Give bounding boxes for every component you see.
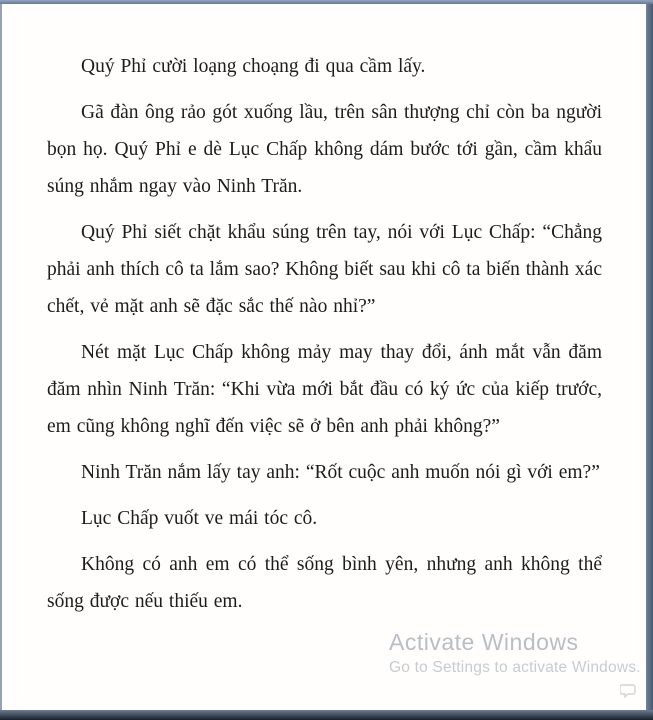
paragraph: Gã đàn ông rảo gót xuống lầu, trên sân thượng chỉ còn ba người bọn họ. Quý Phỉ e dè Lục Chấp không dám bước tới gần, cầm khẩu súng nhắm ngay vào Ninh Trăn. [47,102,602,197]
document-page [2,4,646,710]
paragraph: Nét mặt Lục Chấp không mảy may thay đổi, ánh mắt vẫn đăm đăm nhìn Ninh Trăn: “Khi vừa mới bắt đầu có ký ức của kiếp trước, em cũng không nghĩ đến việc sẽ ở bên anh phải không?” [47,342,602,437]
frame-border-bottom [0,710,653,720]
frame-border-left [0,0,2,720]
paragraph: Quý Phỉ siết chặt khẩu súng trên tay, nói với Lục Chấp: “Chẳng phải anh thích cô ta lắm sao? Không biết sau khi cô ta biến thành xác chết, vẻ mặt anh sẽ đặc sắc thế nào nhỉ?” [47,222,602,317]
paragraph: Không có anh em có thể sống bình yên, nhưng anh không thể sống được nếu thiếu em. [47,554,602,612]
paragraph: Quý Phỉ cười loạng choạng đi qua cầm lấy. [81,56,426,77]
paragraph: Lục Chấp vuốt ve mái tóc cô. [81,508,318,529]
paragraph: Ninh Trăn nắm lấy tay anh: “Rốt cuộc anh muốn nói gì với em?” [81,462,600,483]
frame-border-right [646,0,653,720]
frame-border-top [0,0,653,4]
watermark-title: Activate Windows [389,629,579,655]
pointer-icon [620,683,638,698]
watermark-subtitle: Go to Settings to activate Windows. [389,659,641,676]
